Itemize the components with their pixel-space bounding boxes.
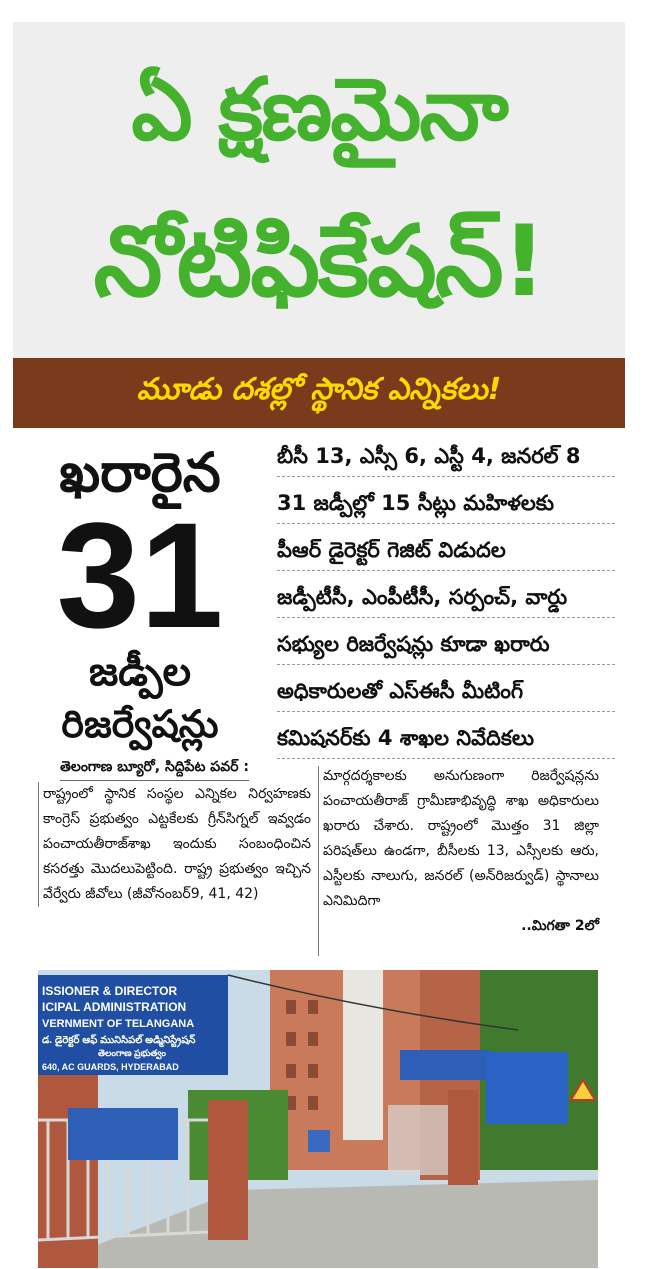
highlight-item: పీఆర్ డైరెక్టర్ గెజిట్ విడుదల xyxy=(277,530,615,571)
news-photo xyxy=(38,970,598,1268)
highlight-item: కమిషనర్‌కు 4 శాఖల నివేదికలు xyxy=(277,718,615,759)
left-heading-line-4: రిజర్వేషన్లు xyxy=(61,702,219,746)
article-column-right xyxy=(323,764,599,939)
article-text-left: రాష్ట్రంలో స్థానిక సంస్థల ఎన్నికల నిర్వహణకు కాంగ్రెస్ ప్రభుత్వం ఎట్టకేలకు గ్రీన్‌సిగ్నల్ ఇవ్వడం పంచాయతీరాజ్‌శాఖ ఇందుకు సంబంధించిన కసరత్తు మొదలుపెట్టింది. రాష్ట్ర ప్రభుత్వం ఇచ్చిన వేర్వేరు జీవోలు (జీవోనంబర్‌9, 41, 42) xyxy=(43,786,311,902)
left-heading-line-3: జడ్పీల xyxy=(88,649,192,695)
column-divider xyxy=(318,766,319,956)
big-number: 31 xyxy=(56,491,224,659)
highlight-item: జడ్పీటీసీ, ఎంపీటీసీ, సర్పంచ్, వార్డు xyxy=(277,577,615,618)
continuation-note xyxy=(323,914,599,939)
sign-line-5: తెలంగాణ ప్రభుత్వం xyxy=(98,1048,166,1058)
photo-pillar-mid xyxy=(208,1100,248,1240)
highlights-list xyxy=(277,436,615,765)
photo-tiny-sign xyxy=(308,1130,330,1152)
photo-pillar-right xyxy=(448,1090,478,1185)
photo-balconies xyxy=(343,970,383,1140)
photo-info-board xyxy=(486,1052,568,1124)
banner-text: మూడు దశల్లో స్థానిక ఎన్నికలు! xyxy=(136,372,502,407)
highlight-item: సభ్యుల రిజర్వేషన్లు కూడా ఖరారు xyxy=(277,624,615,665)
sign-line-2: ICIPAL ADMINISTRATION xyxy=(42,1000,187,1014)
highlight-item: 31 జడ్పీల్లో 15 సీట్లు మహిళలకు xyxy=(277,483,615,524)
highlight-item: అధికారులతో ఎస్ఈసీ మీటింగ్ xyxy=(277,671,615,712)
article-text-right: మార్గదర్శకాలకు అనుగుణంగా రిజర్వేషన్లను పంచాయతీరాజ్ గ్రామీణాభివృద్ధి శాఖ అధికారులు ఖరారు చేశారు. రాష్ట్రంలో మొత్తం 31 జిల్లా పరిషత్‌లు ఉండగా, బీసీలకు 13, ఎస్సీలకు ఆరు, ఎస్టీలకు నాలుగు, జనరల్ (అన్‌రిజర్వుడ్) స్థానాలు ఎనిమిదిగా xyxy=(323,768,599,909)
continuation-text: ..మిగతా 2లో xyxy=(521,918,599,934)
photo-small-sign xyxy=(68,1108,178,1160)
headline-block xyxy=(13,22,625,358)
sign-address: 640, AC GUARDS, HYDERABAD xyxy=(42,1062,179,1072)
byline: తెలంగాణ బ్యూరో, సిద్దిపేట పవర్ : xyxy=(60,759,249,781)
left-heading-line-1: ఖరారైన xyxy=(59,441,221,504)
subheadline-banner xyxy=(13,358,625,428)
headline-line-2: నోటిఫికేషన్! xyxy=(93,205,545,319)
photo-building-sign xyxy=(400,1050,490,1080)
sign-line-1: ISSIONER & DIRECTOR xyxy=(42,984,178,998)
sign-line-3: VERNMENT OF TELANGANA xyxy=(42,1018,195,1030)
highlight-item: బీసీ 13, ఎస్సీ 6, ఎస్టీ 4, జనరల్ 8 xyxy=(277,436,615,477)
article-column-left xyxy=(38,782,311,907)
sign-line-4: డ. డైరెక్టర్ ఆఫ్ మునిసిపల్ అడ్మినిస్ట్రేషన్ xyxy=(42,1035,196,1046)
headline-line-1: ఏ క్షణమైనా xyxy=(131,60,507,160)
photo-illustration xyxy=(38,970,598,1268)
